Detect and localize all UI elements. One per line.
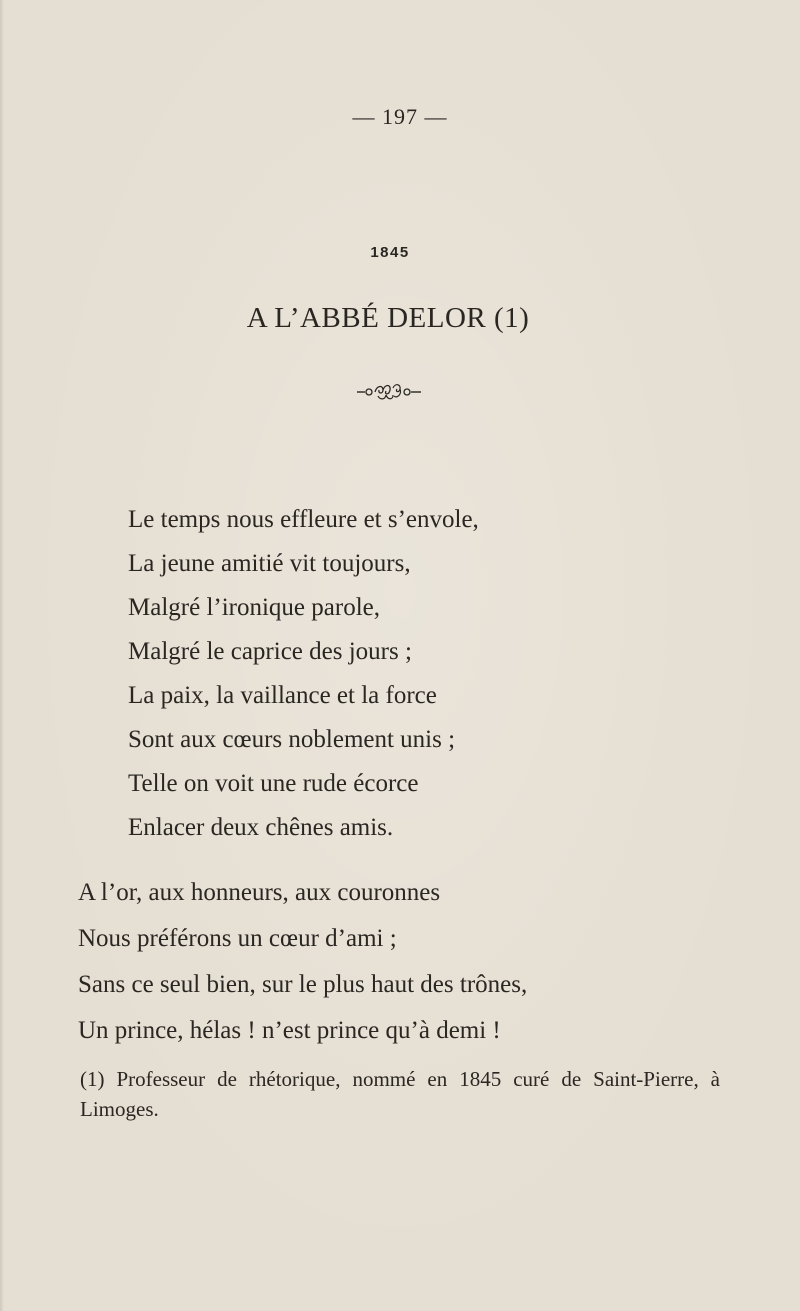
verse-line: A l’or, aux honneurs, aux couronnes xyxy=(78,879,441,906)
page-number: — 197 — xyxy=(352,104,448,129)
page-edge-shadow xyxy=(0,0,4,1311)
stanza-2 xyxy=(78,870,527,1054)
verse-line: Sont aux cœurs noblement unis ; xyxy=(128,726,456,753)
stanza-1 xyxy=(128,498,479,850)
verse-line: Le temps nous effleure et s’envole, xyxy=(128,506,479,533)
verse-line: Nous préférons un cœur d’ami ; xyxy=(78,925,397,952)
poem-year: 1845 xyxy=(370,244,410,261)
verse-line: La jeune amitié vit toujours, xyxy=(128,550,411,577)
verse-line: Un prince, hélas ! n’est prince qu’à demi ! xyxy=(78,1017,501,1044)
poem-title: A L’ABBÉ DELOR (1) xyxy=(246,302,530,334)
footnote: (1) Professeur de rhétorique, nommé en 1845 curé de Saint-Pierre, à Limoges. xyxy=(80,1067,720,1121)
verse-line: La paix, la vaillance et la force xyxy=(128,682,437,709)
verse-line: Telle on voit une rude écorce xyxy=(128,770,419,797)
verse-line: Sans ce seul bien, sur le plus haut des trônes, xyxy=(78,971,528,998)
verse-line: Malgré le caprice des jours ; xyxy=(128,638,412,665)
verse-line: Malgré l’ironique parole, xyxy=(128,594,380,621)
verse-line: Enlacer deux chênes amis. xyxy=(128,814,394,841)
floral-ornament-icon xyxy=(355,380,425,402)
